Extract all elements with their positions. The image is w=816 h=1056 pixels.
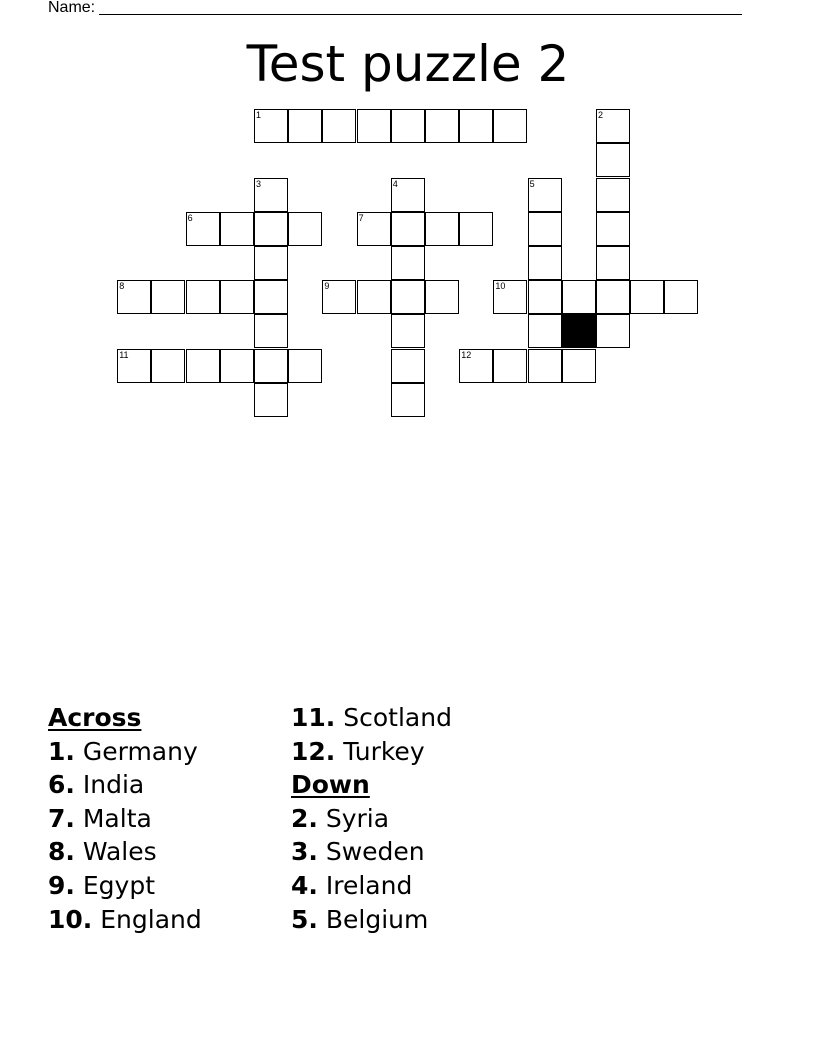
grid-cell[interactable] <box>391 383 425 417</box>
grid-cell[interactable] <box>493 280 527 314</box>
clues-column-left <box>48 701 202 936</box>
across-heading: Across <box>48 703 142 732</box>
grid-cell[interactable] <box>596 212 630 246</box>
clue-text: Egypt <box>82 870 155 900</box>
clue-text: Ireland <box>325 870 413 900</box>
grid-cell[interactable] <box>459 212 493 246</box>
grid-cell[interactable] <box>117 349 151 383</box>
clue-number: 2. <box>291 803 318 833</box>
clue-number: 7. <box>48 803 75 833</box>
clue-number: 5. <box>291 904 318 934</box>
grid-cell[interactable] <box>254 383 288 417</box>
grid-cell[interactable] <box>288 109 322 143</box>
name-label: Name: <box>48 0 96 16</box>
grid-cell[interactable] <box>254 349 288 383</box>
crossword-grid <box>0 0 816 440</box>
grid-cell[interactable] <box>288 212 322 246</box>
grid-cell[interactable] <box>528 212 562 246</box>
grid-cell[interactable] <box>391 212 425 246</box>
grid-cell[interactable] <box>186 349 220 383</box>
cell-number: 8 <box>119 281 125 292</box>
grid-cell[interactable] <box>117 280 151 314</box>
clue-across-7 <box>48 802 202 836</box>
clue-text: Scotland <box>343 703 452 732</box>
grid-cell[interactable] <box>254 314 288 348</box>
grid-cell[interactable] <box>425 280 459 314</box>
grid-cell[interactable] <box>288 349 322 383</box>
clue-number: 12. <box>291 736 336 766</box>
grid-cell[interactable] <box>391 280 425 314</box>
grid-cell[interactable] <box>596 280 630 314</box>
cell-number: 7 <box>358 212 364 223</box>
grid-cell[interactable] <box>596 246 630 280</box>
down-heading: Down <box>291 770 370 800</box>
clue-number: 1. <box>48 736 75 766</box>
grid-cell[interactable] <box>425 109 459 143</box>
clue-across-12 <box>291 735 452 769</box>
grid-cell[interactable] <box>562 280 596 314</box>
grid-cell[interactable] <box>151 280 185 314</box>
grid-cell[interactable] <box>528 246 562 280</box>
clue-number: 9. <box>48 870 75 900</box>
grid-cell[interactable] <box>322 109 356 143</box>
grid-cell[interactable] <box>630 280 664 314</box>
clue-number: 8. <box>48 837 75 867</box>
clue-text: Malta <box>82 803 152 833</box>
grid-cell[interactable] <box>459 349 493 383</box>
cell-number: 4 <box>392 178 398 189</box>
grid-cell[interactable] <box>254 109 288 143</box>
clue-across-1 <box>48 735 202 769</box>
grid-cell[interactable] <box>151 349 185 383</box>
grid-cell[interactable] <box>391 109 425 143</box>
grid-cell[interactable] <box>493 109 527 143</box>
clue-text: India <box>82 770 145 800</box>
clue-across-8 <box>48 835 202 869</box>
puzzle-title: Test puzzle 2 <box>246 35 570 93</box>
grid-cell[interactable] <box>459 109 493 143</box>
grid-cell[interactable] <box>254 212 288 246</box>
grid-cell[interactable] <box>220 212 254 246</box>
clue-across-9 <box>48 869 202 903</box>
grid-cell[interactable] <box>391 314 425 348</box>
cell-number: 5 <box>529 178 535 189</box>
clue-text: Germany <box>82 736 198 766</box>
cell-number: 11 <box>119 349 129 360</box>
clue-text: Turkey <box>343 736 425 766</box>
clue-number: 6. <box>48 770 75 800</box>
grid-cell[interactable] <box>391 349 425 383</box>
clue-across-10 <box>48 903 202 937</box>
grid-cell[interactable] <box>357 109 391 143</box>
clues-column-right <box>291 701 452 936</box>
grid-cell[interactable] <box>664 280 698 314</box>
clue-down-2 <box>291 802 452 836</box>
grid-cell[interactable] <box>391 178 425 212</box>
grid-cell[interactable] <box>220 280 254 314</box>
clue-text: Syria <box>325 803 390 833</box>
cell-number: 9 <box>324 281 330 292</box>
clue-text: Sweden <box>325 837 425 867</box>
cell-number: 2 <box>598 110 604 121</box>
cell-number: 3 <box>256 178 262 189</box>
grid-cell[interactable] <box>254 246 288 280</box>
clue-down-5 <box>291 903 452 937</box>
grid-cell[interactable] <box>596 178 630 212</box>
cell-number: 6 <box>187 212 193 223</box>
clue-number: 3. <box>291 837 318 867</box>
clue-down-3 <box>291 835 452 869</box>
clue-text: Belgium <box>325 904 429 934</box>
cell-number: 12 <box>461 349 472 360</box>
clue-number: 4. <box>291 870 318 900</box>
grid-cell[interactable] <box>254 178 288 212</box>
clue-across-6 <box>48 768 202 802</box>
cell-number: 10 <box>495 281 506 292</box>
grid-cell[interactable] <box>493 349 527 383</box>
grid-cell[interactable] <box>596 109 630 143</box>
grid-cell[interactable] <box>186 280 220 314</box>
clue-text: Wales <box>82 837 157 867</box>
grid-cell[interactable] <box>357 212 391 246</box>
grid-cell[interactable] <box>357 280 391 314</box>
grid-cell[interactable] <box>528 314 562 348</box>
grid-block <box>562 314 596 348</box>
grid-cell[interactable] <box>254 280 288 314</box>
clue-text: England <box>100 904 202 934</box>
grid-cell[interactable] <box>220 349 254 383</box>
grid-cell[interactable] <box>562 349 596 383</box>
clue-across-11 <box>291 701 452 735</box>
clue-number: 11. <box>291 703 336 732</box>
grid-cell[interactable] <box>391 246 425 280</box>
grid-cell[interactable] <box>528 349 562 383</box>
cell-number: 1 <box>256 110 262 121</box>
grid-cell[interactable] <box>425 212 459 246</box>
grid-cell[interactable] <box>596 314 630 348</box>
grid-cell[interactable] <box>186 212 220 246</box>
grid-cell[interactable] <box>322 280 356 314</box>
clue-number: 10. <box>48 904 93 934</box>
grid-cell[interactable] <box>596 143 630 177</box>
grid-cell[interactable] <box>528 280 562 314</box>
grid-cell[interactable] <box>528 178 562 212</box>
clue-down-4 <box>291 869 452 903</box>
